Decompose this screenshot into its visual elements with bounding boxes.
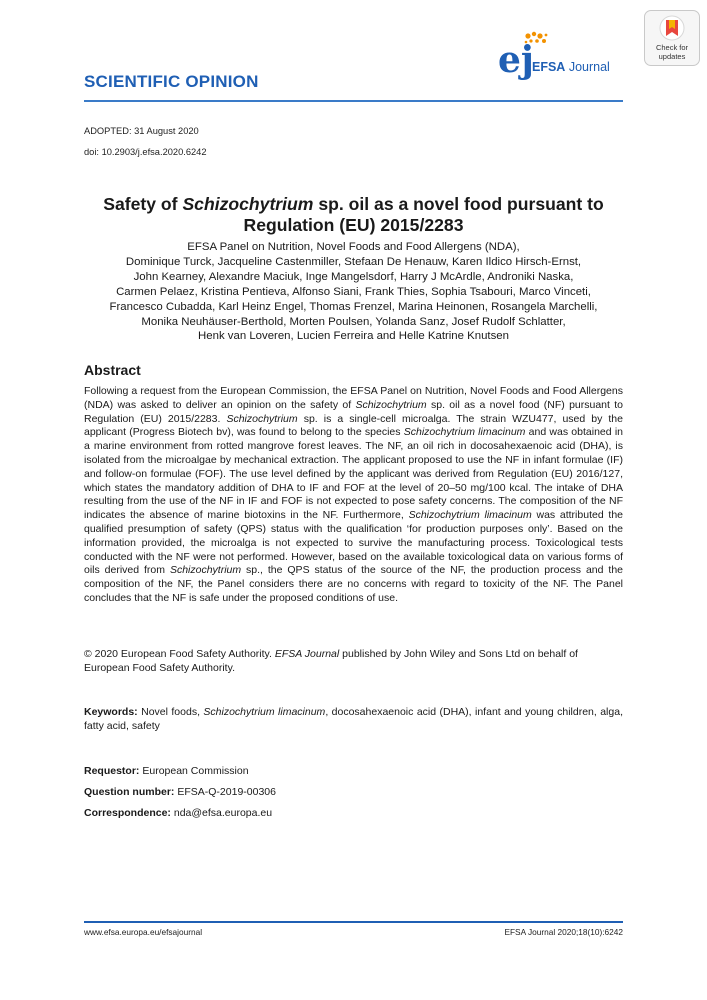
keywords-label: Keywords: [84,706,138,718]
question-number: Question number: EFSA-Q-2019-00306 [84,786,276,798]
author-line: Francesco Cubadda, Karl Heinz Engel, Thomas Frenzel, Marina Heinonen, Rosangela Marchelli, [109,300,598,313]
author-list [70,240,637,344]
correspondence: Correspondence: nda@efsa.europa.eu [84,807,273,819]
logo-mark: ej [498,39,534,81]
author-line: Carmen Pelaez, Kristina Pentieva, Alfonso Siani, Frank Thies, Sophia Tsabouri, Marco Vinceti, [116,285,591,298]
requestor: Requestor: European Commission [84,765,249,777]
correspondence-email[interactable]: nda@efsa.europa.eu [170,807,273,819]
section-label: SCIENTIFIC OPINION [84,72,259,91]
adopted-date: ADOPTED: 31 August 2020 [84,126,199,136]
keywords: Keywords: Novel foods, Schizochytrium limacinum, docosahexaenoic acid (DHA), infant and young children, alga, fatty acid, safety [84,706,623,732]
author-line: Monika Neuhäuser-Berthold, Morten Poulsen, Yolanda Sanz, Josef Rudolf Schlatter, [141,315,566,328]
abstract-body: Following a request from the European Commission, the EFSA Panel on Nutrition, Novel Foods and Food Allergens (NDA) was asked to deliver an opinion on the safety of Schizochytrium sp. oil as a novel food (NF) pursuant to Regulation (EU) 2015/2283. Schizochytrium sp. is a single-cell microalga. The strain WZU477, used by the applicant (Progress Biotech bv), was found to belong to the species Schizochytrium limacinum and was obtained in a marine environment from rotted mangrove forest leaves. The NF, an oil rich in docosahexaenoic acid (DHA), is isolated from the microalgae by mechanical extraction. The applicant proposed to use the NF in infant formulae (IF) and follow-on formulae (FOF). The use level defined by the applicant was derived from Regulation (EU) 2016/127, which states the mandatory addition of DHA to IF and FOF at the level of 20–50 mg/100 kcal. The intake of DHA resulting from the use of the NF in IF and FOF is not expected to pose safety concerns. The composition of the NF indicates the absence of marine biotoxins in the NF. Furthermore, Schizochytrium limacinum was attributed the qualified presumption of safety (QPS) status with the qualification ‘for production purposes only’. Based on the information provided, the microalga is not expected to survive the manufacturing process. Toxicological tests conducted with the NF were not performed. However, based on the available toxicological data on various forms of oils derived from Schizochytrium sp., the QPS status of the source of the NF, the production process and the composition of the NF, the Panel considers there are no concerns with regard to toxicity of the NF. The Panel concludes that the NF is safe under the proposed conditions of use. [84,385,623,604]
footer-citation: EFSA Journal 2020;18(10):6242 [504,927,623,937]
copyright-notice: © 2020 European Food Safety Authority. EFSA Journal published by John Wiley and Sons Ltd on behalf of European Food Safety Authority. [84,648,578,674]
check-badge-line1: Check for [655,43,689,52]
check-for-updates-badge[interactable] [644,10,700,66]
author-line: John Kearney, Alexandre Maciuk, Inge Mangelsdorf, Harry J McArdle, Androniki Naska, [133,270,574,283]
author-line: Dominique Turck, Jacqueline Castenmiller, Stefaan De Henauw, Karen Ildico Hirsch-Ernst, [125,255,582,268]
footer-divider [84,921,623,923]
bookmark-icon [645,11,699,45]
author-line: Henk van Loveren, Lucien Ferreira and Helle Katrine Knutsen [198,330,509,343]
check-badge-line2: updates [658,51,686,61]
abstract-heading: Abstract [84,362,141,378]
doi[interactable]: doi: 10.2903/j.efsa.2020.6242 [84,147,207,157]
page-title: Safety of Schizochytrium sp. oil as a novel food pursuant to Regulation (EU) 2015/2283 [103,194,604,235]
logo-brand: EFSA Journal [532,60,610,74]
efsa-journal-logo[interactable] [498,30,628,98]
author-line: EFSA Panel on Nutrition, Novel Foods and Food Allergens (NDA), [187,241,520,253]
header-divider [84,100,623,102]
footer-journal-link[interactable]: www.efsa.europa.eu/efsajournal [84,927,203,937]
